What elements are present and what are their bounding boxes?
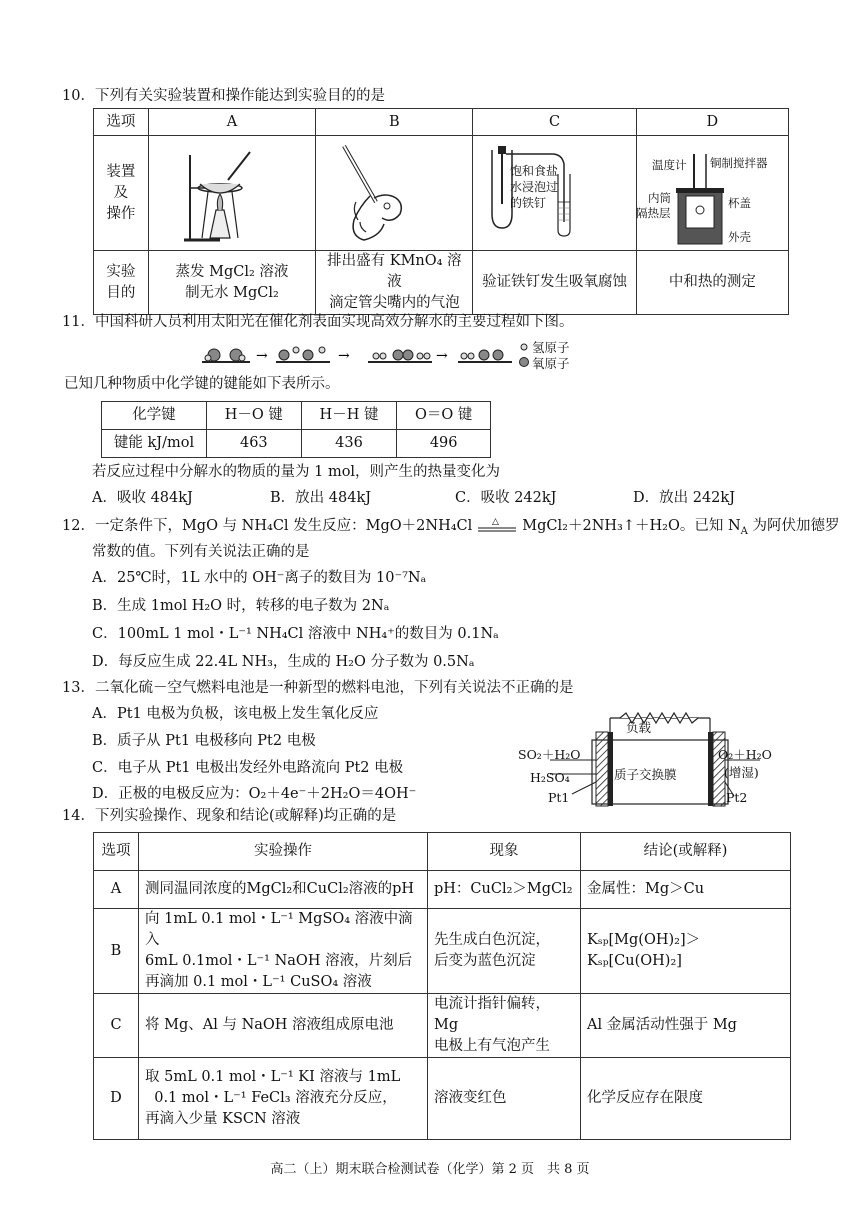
q11-intro: 已知几种物质中化学键的键能如下表所示。 bbox=[64, 376, 340, 392]
table-row bbox=[94, 994, 791, 1058]
fuel-cell-left-output: H₂SO₄ bbox=[530, 770, 570, 785]
burette-figure bbox=[330, 140, 420, 248]
fig-d-insulation-label: 隔热层 bbox=[636, 206, 671, 220]
svg-text:△: △ bbox=[492, 517, 500, 527]
bond-cell: 键能 kJ/mol bbox=[102, 430, 207, 458]
q11-option-a: A．吸收 484kJ bbox=[92, 490, 193, 506]
q11-stem: 11．中国科研人员利用太阳光在催化剂表面实现高效分解水的主要过程如下图。 bbox=[62, 314, 574, 330]
q10-header-a: A bbox=[148, 109, 316, 136]
q14-cell-ph: pH：CuCl₂＞MgCl₂ bbox=[428, 871, 581, 909]
bond-header: H－O 键 bbox=[207, 402, 302, 430]
q10-header-option: 选项 bbox=[94, 109, 149, 136]
svg-text:→: → bbox=[256, 348, 268, 364]
q13-option-b: B．质子从 Pt1 电极移向 Pt2 电极 bbox=[92, 733, 316, 749]
heat-condition-symbol bbox=[472, 516, 522, 536]
q14-cell-ph: 先生成白色沉淀， 后变为蓝色沉淀 bbox=[428, 909, 581, 994]
fig-d-inner-label: 内筒 bbox=[648, 191, 671, 205]
q14-header: 选项 bbox=[94, 833, 139, 871]
q14-cell-co: Al 金属活动性强于 Mg bbox=[581, 994, 791, 1058]
q12-option-b: B．生成 1mol H₂O 时，转移的电子数为 2Nₐ bbox=[92, 598, 390, 614]
fuel-cell-pt1-label: Pt1 bbox=[548, 790, 570, 805]
q13-option-d: D．正极的电极反应为：O₂＋4e⁻＋2H₂O＝4OH⁻ bbox=[92, 786, 417, 802]
q10-header-c: C bbox=[473, 109, 636, 136]
q10-stem: 10．下列有关实验装置和操作能达到实验目的的是 bbox=[62, 88, 385, 104]
q13-option-a: A．Pt1 电极为负极，该电极上发生氧化反应 bbox=[92, 706, 379, 722]
fuel-cell-load-label: 负载 bbox=[626, 720, 652, 735]
q14-header: 结论(或解释) bbox=[581, 833, 791, 871]
evaporation-apparatus-figure bbox=[180, 140, 270, 245]
bond-header: 化学键 bbox=[102, 402, 207, 430]
q10-purpose-c: 验证铁钉发生吸氧腐蚀 bbox=[473, 251, 636, 315]
q11-option-b: B．放出 484kJ bbox=[270, 490, 372, 506]
fig-c-label: 饱和食盐 水浸泡过 的铁钉 bbox=[510, 164, 559, 210]
bond-header: O＝O 键 bbox=[397, 402, 491, 430]
q10-header-b: B bbox=[316, 109, 473, 136]
svg-text:→: → bbox=[436, 348, 448, 364]
q14-table bbox=[93, 832, 791, 1140]
water-splitting-process-figure bbox=[200, 340, 520, 370]
svg-text:→: → bbox=[338, 348, 350, 364]
q14-cell-opt: D bbox=[94, 1058, 139, 1140]
table-row bbox=[94, 1058, 791, 1140]
legend-oxygen: 氧原子 bbox=[532, 356, 570, 371]
fig-d-thermometer-label: 温度计 bbox=[652, 158, 687, 172]
q12-option-a: A．25℃时，1L 水中的 OH⁻离子的数目为 10⁻⁷Nₐ bbox=[92, 570, 427, 586]
page-footer: 高二（上）期末联合检测试卷（化学）第 2 页 共 8 页 bbox=[270, 1162, 590, 1177]
q12-stem: 12．一定条件下，MgO 与 NH₄Cl 发生反应：MgO＋2NH₄Cl △ MgCl₂＋2NH₃↑＋H₂O。已知 $N_A$ 为阿伏加德罗 bbox=[62, 517, 840, 537]
q14-cell-opt: B bbox=[94, 909, 139, 994]
fig-d-shell-label: 外壳 bbox=[728, 230, 751, 244]
q14-cell-op: 向 1mL 0.1 mol・L⁻¹ MgSO₄ 溶液中滴入 6mL 0.1mol・L⁻¹ NaOH 溶液，片刻后 再滴加 0.1 mol・L⁻¹ CuSO₄ 溶液 bbox=[139, 909, 428, 994]
q14-cell-opt: C bbox=[94, 994, 139, 1058]
fuel-cell-right-input: O₂＋H₂O bbox=[718, 747, 772, 762]
q14-cell-op: 将 Mg、Al 与 NaOH 溶液组成原电池 bbox=[139, 994, 428, 1058]
table-row bbox=[94, 871, 791, 909]
bond-cell: 436 bbox=[301, 430, 397, 458]
q10-purpose-a: 蒸发 MgCl₂ 溶液 制无水 MgCl₂ bbox=[148, 251, 316, 315]
q13-stem: 13．二氧化硫－空气燃料电池是一种新型的燃料电池，下列有关说法不正确的是 bbox=[62, 680, 574, 696]
fig-d-lid-label: 杯盖 bbox=[728, 196, 751, 210]
q12-option-c: C．100mL 1 mol・L⁻¹ NH₄Cl 溶液中 NH₄⁺的数目为 0.1Nₐ bbox=[92, 626, 499, 642]
fuel-cell-right-note: (增湿) bbox=[724, 765, 759, 780]
bond-cell: 463 bbox=[207, 430, 302, 458]
q14-cell-op: 取 5mL 0.1 mol・L⁻¹ KI 溶液与 1mL 0.1 mol・L⁻¹ FeCl₃ 溶液充分反应， 再滴入少量 KSCN 溶液 bbox=[139, 1058, 428, 1140]
q14-cell-op: 测同温同浓度的MgCl₂和CuCl₂溶液的pH bbox=[139, 871, 428, 909]
q11-option-d: D．放出 242kJ bbox=[633, 490, 736, 506]
q14-cell-ph: 溶液变红色 bbox=[428, 1058, 581, 1140]
q14-header: 实验操作 bbox=[139, 833, 428, 871]
q12-option-d: D．每反应生成 22.4L NH₃，生成的 H₂O 分子数为 0.5Nₐ bbox=[92, 654, 475, 670]
q14-cell-co: 化学反应存在限度 bbox=[581, 1058, 791, 1140]
q14-stem: 14．下列实验操作、现象和结论(或解释)均正确的是 bbox=[62, 808, 397, 824]
q12-stem-line2: 常数的值。下列有关说法正确的是 bbox=[92, 544, 310, 560]
q10-header-d: D bbox=[636, 109, 788, 136]
q10-purpose-d: 中和热的测定 bbox=[636, 251, 788, 315]
legend-atom-icons bbox=[518, 341, 530, 371]
q14-cell-co: 金属性：Mg＞Cu bbox=[581, 871, 791, 909]
q14-cell-co: Kₛₚ[Mg(OH)₂]＞Kₛₚ[Cu(OH)₂] bbox=[581, 909, 791, 994]
fig-d-stirrer-label: 铜制搅拌器 bbox=[710, 156, 768, 170]
q10-purpose-b: 排出盛有 KMnO₄ 溶液 滴定管尖嘴内的气泡 bbox=[316, 251, 473, 315]
q11-question: 若反应过程中分解水的物质的量为 1 mol，则产生的热量变化为 bbox=[92, 464, 501, 480]
q10-purpose-label: 实验 目的 bbox=[94, 251, 149, 315]
q14-header: 现象 bbox=[428, 833, 581, 871]
bond-energy-table bbox=[101, 401, 491, 458]
fuel-cell-membrane-label: 质子交换膜 bbox=[614, 767, 677, 782]
fuel-cell-left-input: SO₂＋H₂O bbox=[518, 747, 581, 762]
q11-option-c: C．吸收 242kJ bbox=[455, 490, 557, 506]
q14-cell-ph: 电流计指针偏转，Mg 电极上有气泡产生 bbox=[428, 994, 581, 1058]
table-row bbox=[94, 909, 791, 994]
bond-header: H－H 键 bbox=[301, 402, 397, 430]
q13-option-c: C．电子从 Pt1 电极出发经外电路流向 Pt2 电极 bbox=[92, 760, 404, 776]
q10-device-label: 装置 及 操作 bbox=[94, 136, 149, 251]
fuel-cell-pt2-label: Pt2 bbox=[726, 790, 748, 805]
q14-cell-opt: A bbox=[94, 871, 139, 909]
legend-hydrogen: 氢原子 bbox=[532, 340, 570, 355]
bond-cell: 496 bbox=[397, 430, 491, 458]
